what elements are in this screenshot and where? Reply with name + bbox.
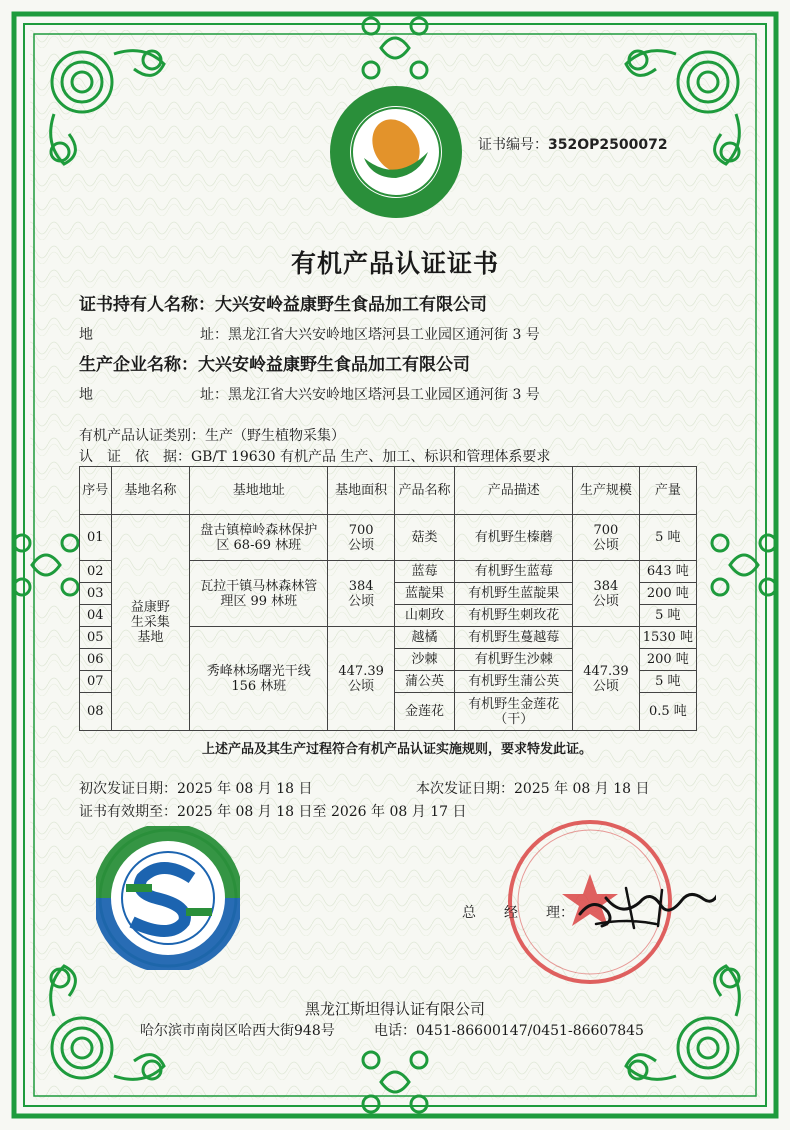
cell-area: 447.39 公顷 [328,627,395,731]
cell-product: 蓝莓 [394,561,454,583]
cell-no: 03 [80,583,112,605]
cell-product: 蒲公英 [394,671,454,693]
cell-output: 200 吨 [639,649,696,671]
issuer-address: 哈尔滨市南岗区哈西大街948号 [140,1023,335,1039]
cell-base-address: 瓦拉干镇马林森林管理区 99 林班 [190,561,328,627]
cell-area: 700 公顷 [328,515,395,561]
cell-desc: 有机野生刺玫花 [455,605,573,627]
cell-scale: 447.39 公顷 [573,627,640,731]
holder-name-label: 证书持有人名称： [79,295,215,315]
cell-output: 5 吨 [639,605,696,627]
cell-desc: 有机野生蔓越莓 [455,627,573,649]
category-value: 生产（野生植物采集） [205,428,345,444]
basis-label: 认 证 依 据： [79,449,191,465]
producer-address-label-b: 址： [200,387,228,403]
holder-address-row [200,324,540,344]
cell-product: 沙棘 [394,649,454,671]
header-product: 产品名称 [394,467,454,515]
cell-output: 200 吨 [639,583,696,605]
cell-no: 05 [80,627,112,649]
certificate-number-value: 352OP2500072 [548,137,668,153]
cell-desc: 有机野生沙棘 [455,649,573,671]
general-manager-label: 总 经 理： [462,905,574,921]
cell-area: 384 公顷 [328,561,395,627]
compliance-statement: 上述产品及其生产过程符合有机产品认证实施规则，要求特发此证。 [202,742,593,757]
cell-output: 5 吨 [639,671,696,693]
current-issue-value: 2025 年 08 月 18 日 [514,781,650,797]
holder-address-value: 黑龙江省大兴安岭地区塔河县工业园区通河街 3 号 [228,327,540,343]
issuer-name: 黑龙江斯坦得认证有限公司 [304,1000,485,1018]
certificate-number [478,134,668,154]
cell-product: 菇类 [394,515,454,561]
header-desc: 产品描述 [455,467,573,515]
holder-address-label-b: 址： [200,327,228,343]
cell-output: 0.5 吨 [639,693,696,731]
company-logo [96,826,240,970]
producer-address-value: 黑龙江省大兴安岭地区塔河县工业园区通河街 3 号 [228,387,540,403]
cell-no: 01 [80,515,112,561]
cell-product: 越橘 [394,627,454,649]
organic-logo [330,86,462,218]
cell-no: 07 [80,671,112,693]
cell-no: 04 [80,605,112,627]
header-base-name: 基地名称 [111,467,190,515]
producer-name-value: 大兴安岭益康野生食品加工有限公司 [198,355,470,375]
cell-base-address: 秀峰林场曙光干线 156 林班 [190,627,328,731]
basis-row [79,446,550,466]
cell-no: 08 [80,693,112,731]
cell-output: 643 吨 [639,561,696,583]
cell-no: 02 [80,561,112,583]
validity-label: 证书有效期至： [79,804,177,820]
cell-base-name: 益康野生采集基地 [111,515,190,731]
current-issue-row [416,778,650,798]
table-row [80,515,697,561]
cell-desc: 有机野生蓝莓 [455,561,573,583]
cell-product: 山刺玫 [394,605,454,627]
table-header-row [80,467,697,515]
header-scale: 生产规模 [573,467,640,515]
certificate-number-label: 证书编号： [478,137,548,153]
header-output: 产量 [639,467,696,515]
first-issue-value: 2025 年 08 月 18 日 [177,781,313,797]
cell-product: 金莲花 [394,693,454,731]
cell-base-address: 盘古镇樟岭森林保护区 68-69 林班 [190,515,328,561]
basis-value: GB/T 19630 有机产品 生产、加工、标识和管理体系要求 [191,449,551,465]
producer-address-row [200,384,540,404]
holder-name-value: 大兴安岭益康野生食品加工有限公司 [215,295,487,315]
cell-no: 06 [80,649,112,671]
cell-desc: 有机野生榛蘑 [455,515,573,561]
cell-desc: 有机野生蓝靛果 [455,583,573,605]
cell-output: 1530 吨 [639,627,696,649]
cell-product: 蓝靛果 [394,583,454,605]
header-base-address: 基地地址 [190,467,328,515]
category-label: 有机产品认证类别： [79,428,205,444]
producer-address-label-a: 地 [79,387,93,403]
cell-desc: 有机野生蒲公英 [455,671,573,693]
current-issue-label: 本次发证日期： [416,781,514,797]
header-area: 基地面积 [328,467,395,515]
cell-scale: 384 公顷 [573,561,640,627]
issuer-phone: 电话：0451-86600147/0451-86607845 [374,1023,644,1039]
validity-value: 2025 年 08 月 18 日至 2026 年 08 月 17 日 [177,804,467,820]
first-issue-row [79,778,313,798]
holder-address-label-a: 地 [79,327,93,343]
producer-name-label: 生产企业名称： [79,355,198,375]
category-row [79,425,345,445]
product-table [79,466,697,731]
cell-output: 5 吨 [639,515,696,561]
cell-scale: 700 公顷 [573,515,640,561]
holder-name-row [79,290,487,315]
validity-row [79,801,466,821]
cell-desc: 有机野生金莲花（干） [455,693,573,731]
first-issue-label: 初次发证日期： [79,781,177,797]
header-no: 序号 [80,467,112,515]
manager-signature [576,880,716,934]
producer-name-row [79,350,470,375]
certificate-title: 有机产品认证证书 [290,249,499,278]
